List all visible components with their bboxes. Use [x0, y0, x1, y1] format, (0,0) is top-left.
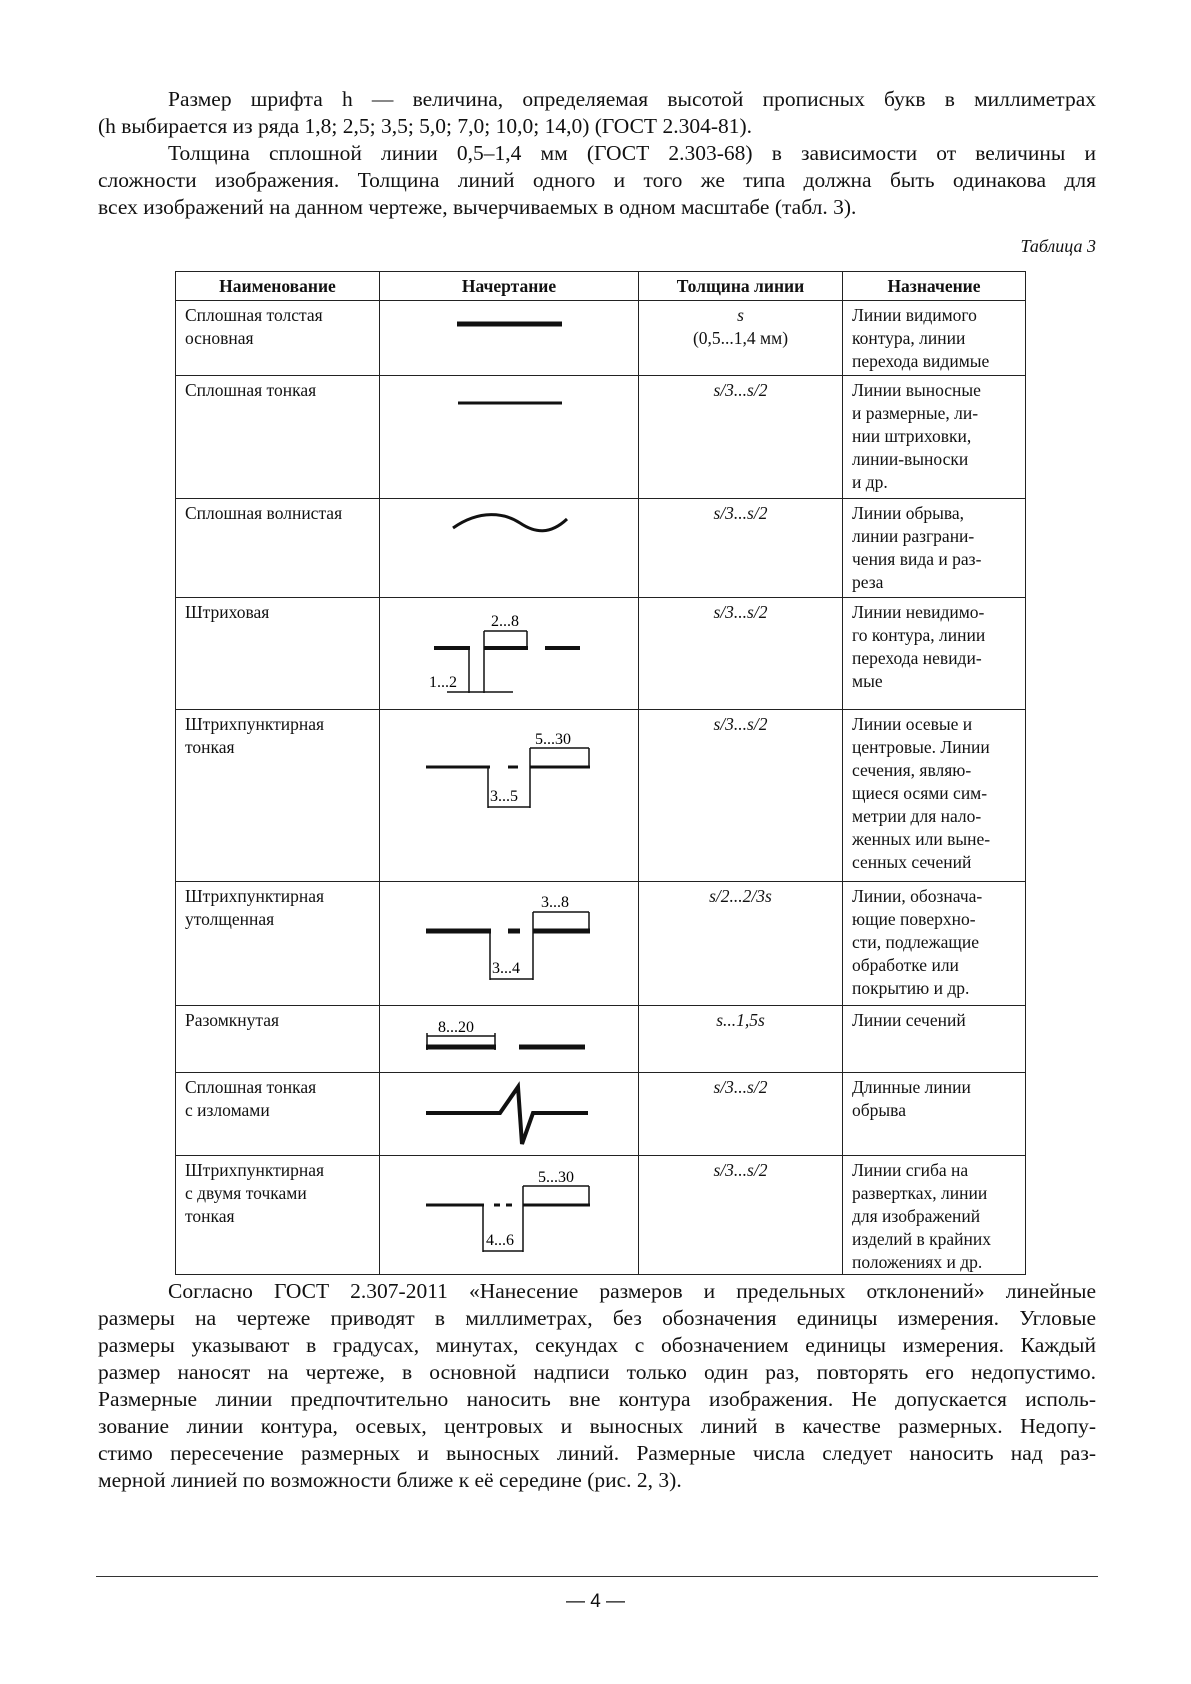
p3-line: Размерные линии предпочтительно наносить вне контура изображения. Не допускается исполь-	[98, 1387, 1096, 1411]
row-name: Штрихпунктирная тонкая	[176, 710, 380, 882]
row-drawing	[380, 1073, 639, 1156]
row-purpose: Линии осевые и центровые. Линии сечения, являю- щиеся осями сим- метрии для нало- женных или выне- сенных сечений	[843, 710, 1026, 882]
table-row	[176, 1073, 1026, 1156]
dash-dot-thick-line-sample	[380, 882, 638, 1005]
wavy-line-sample	[380, 499, 638, 597]
table-row	[176, 1156, 1026, 1275]
p2-line-2: сложности изображения. Толщина линий одного и того же типа должна быть одинакова для	[98, 168, 1096, 192]
row-name: Сплошная волнистая	[176, 499, 380, 598]
paragraph-line-thickness	[98, 140, 1096, 221]
dash-length-label: 2...8	[491, 613, 519, 630]
table-row	[176, 598, 1026, 710]
row-drawing	[380, 1156, 639, 1275]
row-name: Штриховая	[176, 598, 380, 710]
table-row	[176, 882, 1026, 1006]
dash-dot-thin-line-sample	[380, 710, 638, 881]
p3-line: Согласно ГОСТ 2.307-2011 «Нанесение размеров и предельных отклонений» линейные	[168, 1279, 1096, 1303]
gap-length-label: 3...5	[490, 788, 518, 805]
dash-length-label: 5...30	[535, 731, 571, 748]
row-drawing	[380, 301, 639, 376]
footer-divider	[96, 1576, 1098, 1577]
table-caption: Таблица 3	[1020, 236, 1096, 256]
p3-line: стимо пересечение размерных и выносных линий. Размерные числа следует наносить над раз-	[98, 1441, 1096, 1465]
gap-length-label: 4...6	[486, 1232, 514, 1249]
header-thickness: Толщина линии	[639, 272, 843, 301]
row-thickness: s/3...s/2	[639, 598, 843, 710]
row-purpose: Линии видимого контура, линии перехода видимые	[843, 301, 1026, 376]
zigzag-line-sample	[380, 1073, 638, 1155]
row-thickness: s/3...s/2	[639, 710, 843, 882]
p3-line: размеры указывают в градусах, минутах, секундах с обозначением единицы измерения. Каждый	[98, 1333, 1096, 1357]
row-purpose: Длинные линии обрыва	[843, 1073, 1026, 1156]
row-name: Штрихпунктирная с двумя точками тонкая	[176, 1156, 380, 1275]
p1-line-2: (h выбирается из ряда 1,8; 2,5; 3,5; 5,0; 7,0; 10,0; 14,0) (ГОСТ 2.304-81).	[98, 114, 753, 138]
table-row	[176, 499, 1026, 598]
dash-two-dot-line-sample	[380, 1156, 638, 1273]
row-name: Сплошная тонкая	[176, 376, 380, 499]
gap-length-label: 1...2	[429, 674, 457, 691]
table-row	[176, 1006, 1026, 1073]
row-purpose: Линии сечений	[843, 1006, 1026, 1073]
solid-thin-line-sample	[380, 376, 638, 498]
table-row	[176, 301, 1026, 376]
solid-thick-line-sample	[380, 301, 638, 375]
row-drawing	[380, 376, 639, 499]
row-purpose: Линии обрыва, линии разграни- чения вида и раз- реза	[843, 499, 1026, 598]
p3-line: мерной линией по возможности ближе к её середине (рис. 2, 3).	[98, 1468, 682, 1492]
row-drawing	[380, 598, 639, 710]
row-drawing	[380, 882, 639, 1006]
row-name: Сплошная толстая основная	[176, 301, 380, 376]
p3-line: размер наносят на чертеже, в основной надписи только один раз, повторять его недопустимо.	[98, 1360, 1096, 1384]
p2-line-3: всех изображений на данном чертеже, вычерчиваемых в одном масштабе (табл. 3).	[98, 195, 857, 219]
paragraph-font-size	[98, 86, 1096, 140]
row-purpose: Линии, обознача- ющие поверхно- сти, подлежащие обработке или покрытию и др.	[843, 882, 1026, 1006]
table-row	[176, 710, 1026, 882]
row-name: Разомкнутая	[176, 1006, 380, 1073]
dash-length-label: 3...8	[541, 894, 569, 911]
table-row	[176, 376, 1026, 499]
dash-length-label: 5...30	[538, 1169, 574, 1186]
p2-line-1: Толщина сплошной линии 0,5–1,4 мм (ГОСТ 2.303-68) в зависимости от величины и	[168, 141, 1096, 165]
row-name: Штрихпунктирная утолщенная	[176, 882, 380, 1006]
paragraph-dimensions	[98, 1278, 1096, 1494]
row-thickness: s/3...s/2	[639, 376, 843, 499]
row-thickness: s (0,5...1,4 мм)	[639, 301, 843, 376]
row-purpose: Линии выносные и размерные, ли- нии штриховки, линии-выноски и др.	[843, 376, 1026, 499]
row-thickness: s...1,5s	[639, 1006, 843, 1073]
p3-line: зование линии контура, осевых, центровых и выносных линий в качестве размерных. Недопу-	[98, 1414, 1096, 1438]
open-line-sample	[380, 1006, 638, 1072]
p1-line-1: Размер шрифта h — величина, определяемая высотой прописных букв в миллиметрах	[168, 87, 1096, 111]
header-name: Наименование	[176, 272, 380, 301]
row-drawing	[380, 710, 639, 882]
gap-length-label: 3...4	[492, 960, 520, 977]
row-drawing	[380, 499, 639, 598]
row-purpose: Линии сгиба на развертках, линии для изображений изделий в крайних положениях и др.	[843, 1156, 1026, 1275]
header-purpose: Назначение	[843, 272, 1026, 301]
table-header-row	[176, 272, 1026, 301]
stroke-length-label: 8...20	[438, 1019, 474, 1036]
p3-line: размеры на чертеже приводят в миллиметрах, без обозначения единицы измерения. Угловые	[98, 1306, 1096, 1330]
row-drawing	[380, 1006, 639, 1073]
row-thickness: s/2...2/3s	[639, 882, 843, 1006]
row-thickness: s/3...s/2	[639, 1073, 843, 1156]
header-drawing: Начертание	[380, 272, 639, 301]
row-purpose: Линии невидимо- го контура, линии перехода невиди- мые	[843, 598, 1026, 710]
page-number: — 4 —	[565, 1591, 626, 1612]
row-thickness: s/3...s/2	[639, 1156, 843, 1275]
dashed-line-sample	[380, 598, 638, 709]
row-thickness: s/3...s/2	[639, 499, 843, 598]
row-name: Сплошная тонкая с изломами	[176, 1073, 380, 1156]
line-types-table	[175, 271, 1026, 1275]
